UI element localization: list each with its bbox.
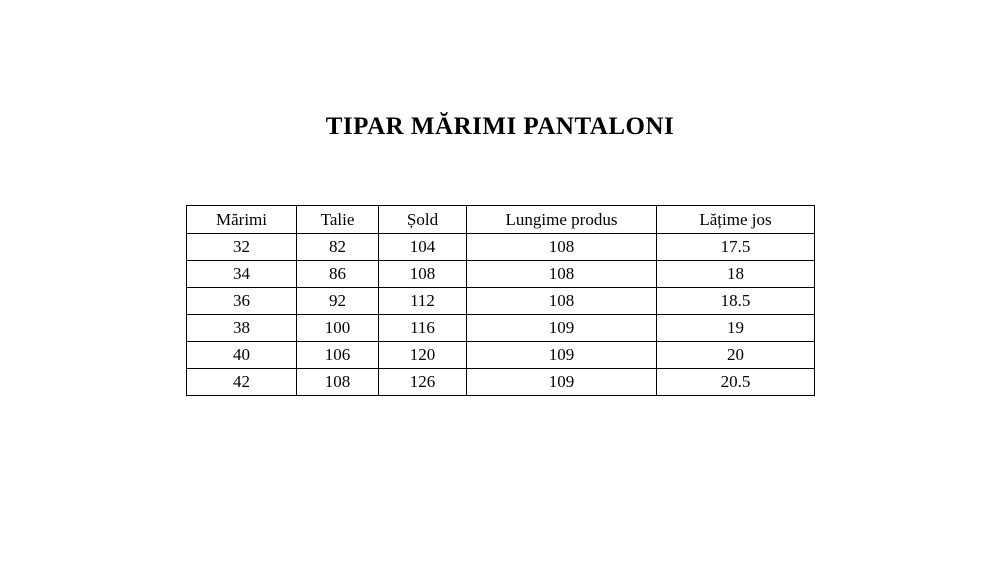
cell-sold: 116 <box>379 315 467 342</box>
size-chart-table <box>186 205 815 396</box>
cell-sold: 108 <box>379 261 467 288</box>
table-row <box>187 261 815 288</box>
cell-talie: 106 <box>297 342 379 369</box>
column-header-latime-jos: Lățime jos <box>657 206 815 234</box>
cell-marimi: 32 <box>187 234 297 261</box>
table-row <box>187 342 815 369</box>
cell-talie: 100 <box>297 315 379 342</box>
cell-talie: 86 <box>297 261 379 288</box>
cell-lungime-produs: 109 <box>467 369 657 396</box>
table-row <box>187 234 815 261</box>
cell-lungime-produs: 108 <box>467 261 657 288</box>
table-row <box>187 288 815 315</box>
cell-marimi: 40 <box>187 342 297 369</box>
cell-talie: 92 <box>297 288 379 315</box>
cell-marimi: 36 <box>187 288 297 315</box>
cell-lungime-produs: 109 <box>467 342 657 369</box>
cell-latime-jos: 19 <box>657 315 815 342</box>
column-header-talie: Talie <box>297 206 379 234</box>
table-header-row <box>187 206 815 234</box>
cell-marimi: 42 <box>187 369 297 396</box>
cell-marimi: 38 <box>187 315 297 342</box>
table-row <box>187 315 815 342</box>
cell-latime-jos: 18 <box>657 261 815 288</box>
cell-sold: 104 <box>379 234 467 261</box>
size-table-container <box>186 205 814 396</box>
cell-latime-jos: 20.5 <box>657 369 815 396</box>
cell-lungime-produs: 109 <box>467 315 657 342</box>
cell-lungime-produs: 108 <box>467 234 657 261</box>
cell-talie: 82 <box>297 234 379 261</box>
cell-latime-jos: 18.5 <box>657 288 815 315</box>
cell-latime-jos: 17.5 <box>657 234 815 261</box>
column-header-lungime-produs: Lungime produs <box>467 206 657 234</box>
cell-sold: 112 <box>379 288 467 315</box>
table-row <box>187 369 815 396</box>
column-header-sold: Șold <box>379 206 467 234</box>
cell-marimi: 34 <box>187 261 297 288</box>
cell-latime-jos: 20 <box>657 342 815 369</box>
cell-sold: 120 <box>379 342 467 369</box>
cell-lungime-produs: 108 <box>467 288 657 315</box>
column-header-marimi: Mărimi <box>187 206 297 234</box>
cell-sold: 126 <box>379 369 467 396</box>
page-title: TIPAR MĂRIMI PANTALONI <box>325 113 675 140</box>
cell-talie: 108 <box>297 369 379 396</box>
